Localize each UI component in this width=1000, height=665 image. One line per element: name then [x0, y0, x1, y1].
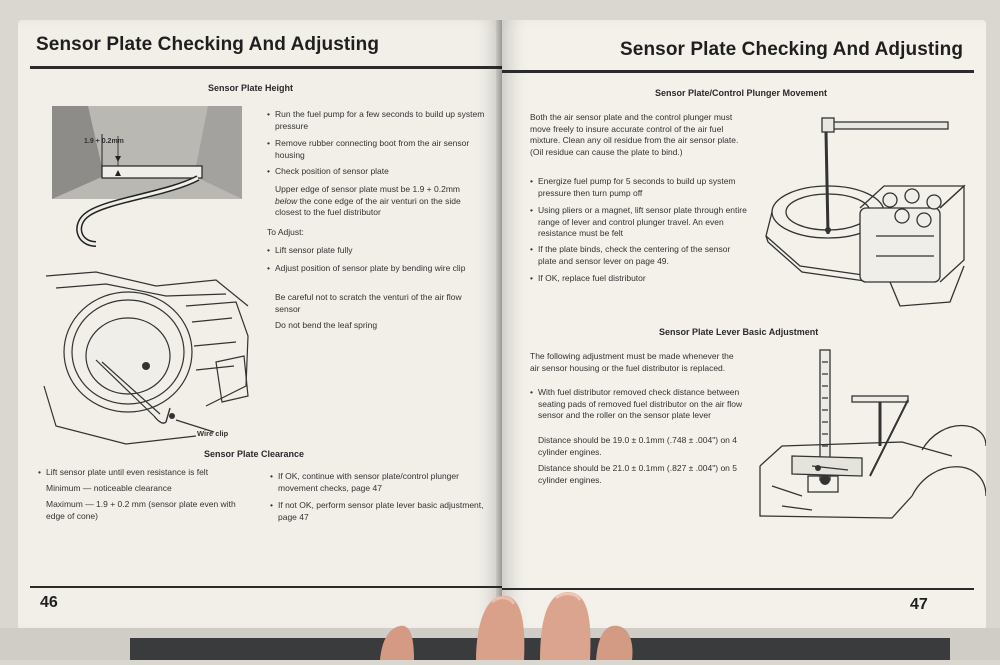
- height-bullet: • Remove rubber connecting boot from the air sensor housing: [267, 138, 485, 161]
- distance-4-cylinder: Distance should be 19.0 ± 0.1mm (.748 ± .004") on 4 cylinder engines.: [538, 435, 737, 457]
- distance-5-cylinder: Distance should be 21.0 ± 0.1mm (.827 ± .004") on 5 cylinder engines.: [538, 463, 737, 485]
- lever-adjustment-heading: Sensor Plate Lever Basic Adjustment: [659, 327, 819, 337]
- clearance-maximum: Maximum — 1.9 + 0.2 mm (sensor plate even with edge of cone): [46, 499, 236, 521]
- adjust-bullet: • Adjust position of sensor plate by bending wire clip: [267, 263, 485, 275]
- plunger-bullet: • Using pliers or a magnet, lift sensor plate through entire range of lever and control plunger travel. An even resistance must be felt: [530, 205, 750, 240]
- plunger-movement-drawing: [760, 116, 970, 316]
- plunger-bullet: • If the plate binds, check the centering of the sensor plate and sensor lever on page 49.: [530, 244, 750, 267]
- plunger-bullet: • Energize fuel pump for 5 seconds to build up system pressure then turn pump off: [530, 176, 750, 199]
- left-page-title: Sensor Plate Checking And Adjusting: [36, 34, 380, 55]
- clearance-not-ok-bullet: • If not OK, perform sensor plate lever basic adjustment, page 47: [270, 500, 488, 523]
- page-number-left: 46: [40, 594, 58, 611]
- right-page: [502, 20, 986, 632]
- sensor-plate-height-diagram: [48, 104, 248, 254]
- page-number-right: 47: [910, 596, 928, 613]
- sensor-plate-clearance-heading: Sensor Plate Clearance: [204, 449, 305, 459]
- clearance-bullet: • Lift sensor plate until even resistance is felt: [38, 467, 256, 479]
- caution-leaf-spring: Do not bend the leaf spring: [275, 320, 378, 330]
- lever-bullet: • With fuel distributor removed check distance between seating pads of removed fuel distributor on the air flow sensor and the roller on the sensor plate lever: [530, 387, 748, 422]
- caution-scratch: Be careful not to scratch the venturi of the air flow sensor: [275, 292, 462, 314]
- lever-intro: The following adjustment must be made whenever the air sensor housing or the fuel distributor is replaced.: [530, 351, 734, 373]
- left-page: [18, 20, 502, 632]
- adjust-bullet: • Lift sensor plate fully: [267, 245, 485, 257]
- clearance-minimum: Minimum — noticeable clearance: [46, 483, 172, 493]
- right-title-rule: [502, 70, 974, 73]
- height-bullet: • Check position of sensor plate: [267, 166, 485, 178]
- plunger-bullet: • If OK, replace fuel distributor: [530, 273, 750, 285]
- height-note: Upper edge of sensor plate must be 1.9 + 0.2mm below the cone edge of the air venturi on the side closest to the fuel distributor: [275, 184, 461, 217]
- height-bullet: • Run the fuel pump for a few seconds to build up system pressure: [267, 109, 485, 132]
- clearance-ok-bullet: • If OK, continue with sensor plate/control plunger movement checks, page 47: [270, 471, 488, 494]
- plunger-movement-heading: Sensor Plate/Control Plunger Movement: [655, 88, 828, 98]
- plunger-intro: Both the air sensor plate and the control plunger must move freely to insure accurate control of the air fuel mixture. Clean any oil residue from the air sensor plate. (Oil residue can cause the plate to bind.): [530, 112, 739, 157]
- wire-clip-label: Wire clip: [197, 429, 229, 438]
- hand-image: [380, 588, 640, 660]
- to-adjust-label: To Adjust:: [267, 227, 304, 237]
- dimension-label: 1.9 + 0.2mm: [84, 138, 124, 145]
- air-flow-sensor-drawing: [36, 266, 252, 446]
- right-page-title: Sensor Plate Checking And Adjusting: [620, 39, 964, 60]
- sensor-plate-height-heading: Sensor Plate Height: [208, 83, 294, 93]
- lever-adjustment-drawing: [752, 346, 986, 526]
- left-title-rule: [30, 66, 502, 69]
